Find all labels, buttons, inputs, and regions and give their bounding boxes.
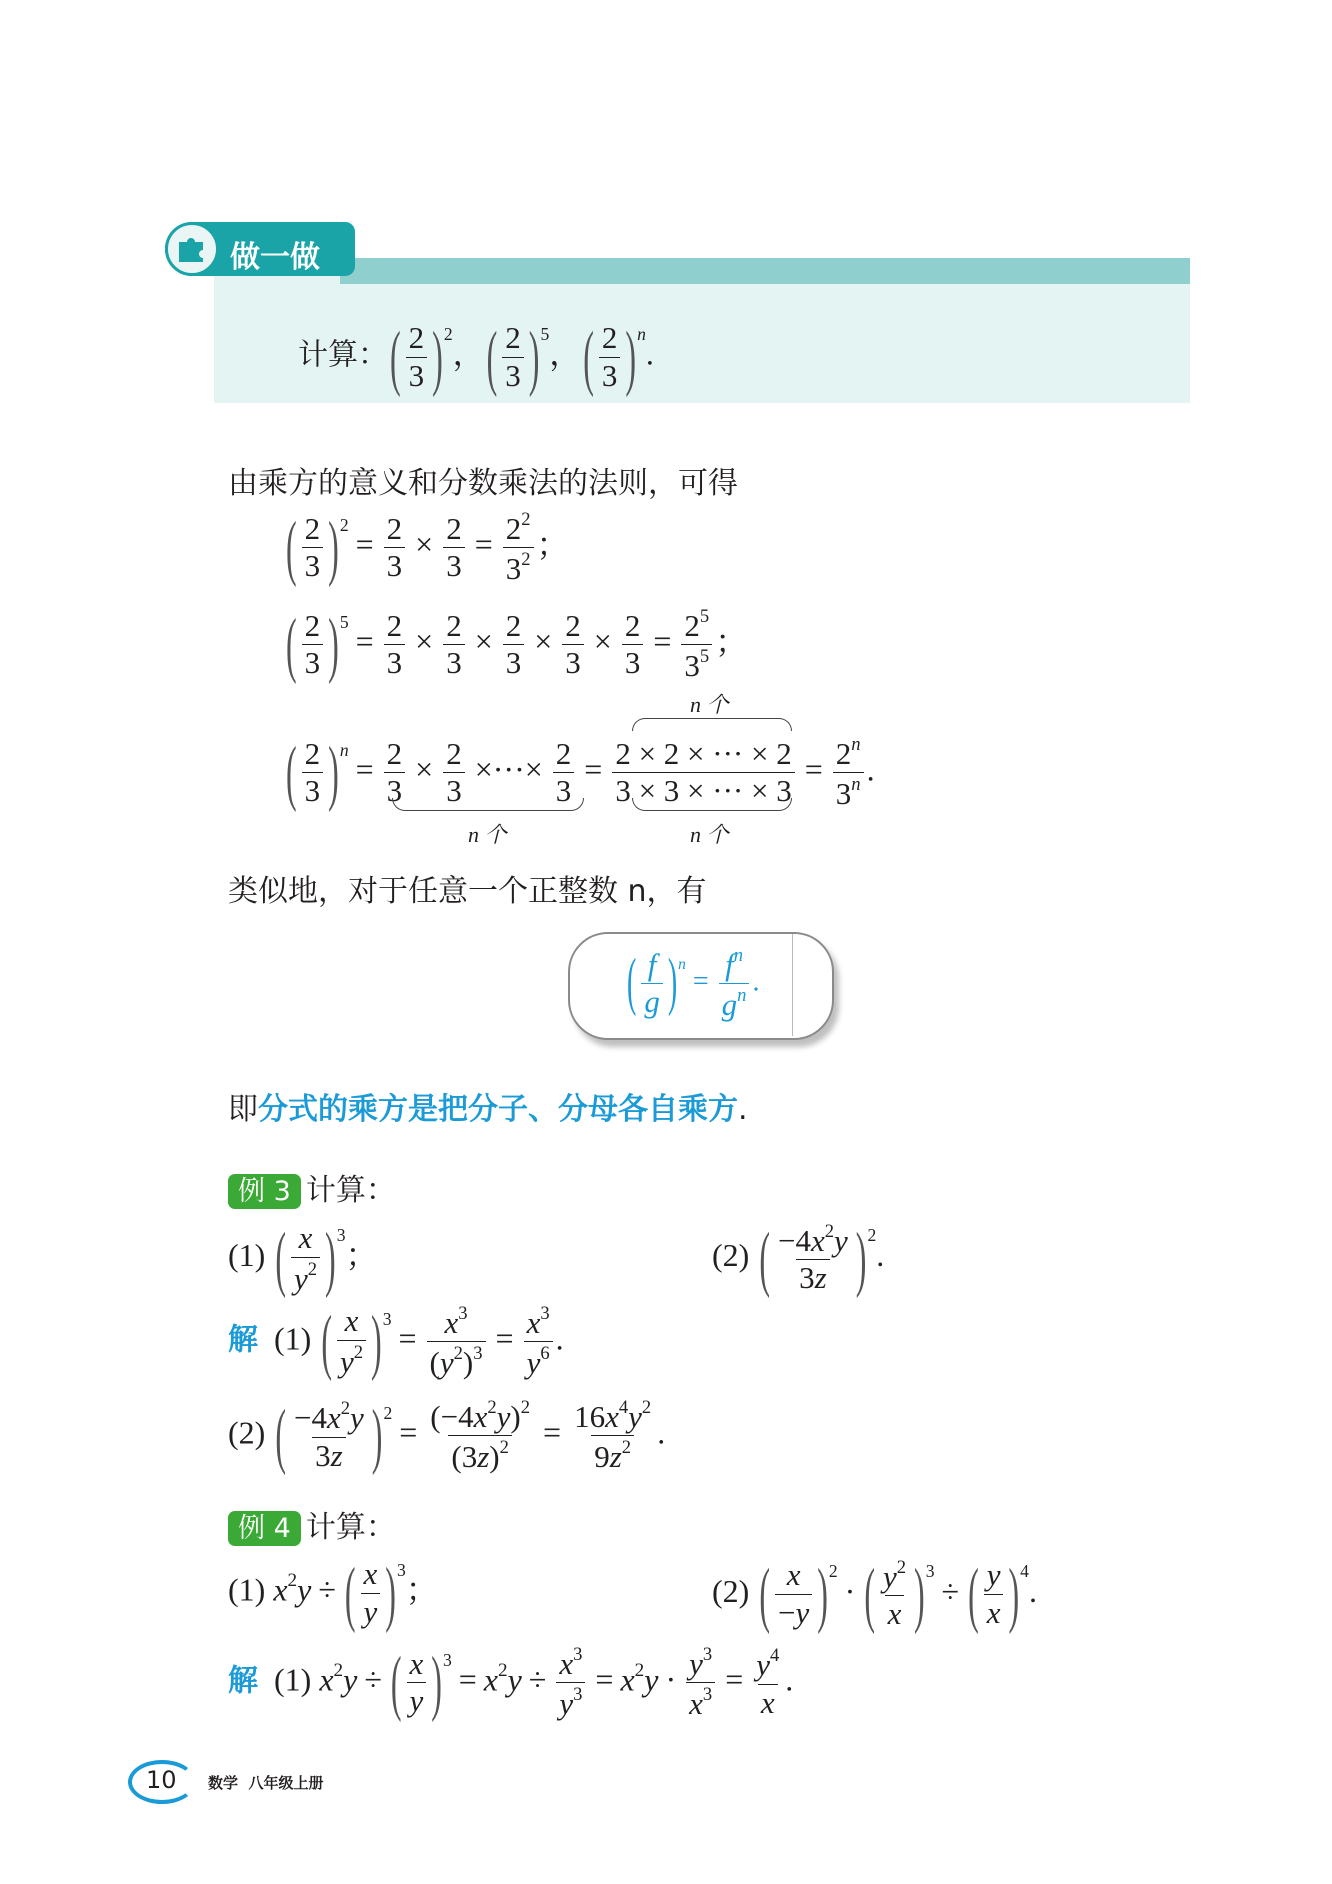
brace-factors [392, 798, 584, 811]
rule-text [228, 1084, 748, 1128]
activity-prompt-label: 计算： [298, 337, 388, 373]
solution-label: 解 [228, 1322, 258, 1358]
brace-numerator [632, 718, 792, 731]
example4-problem-1: (1) $x^2y$ ÷ ( $\frac{x}{y}$ )$^3$； [228, 1550, 438, 1634]
rule-prefix: 即 [228, 1092, 258, 1127]
brace-numerator-label: n 个 [690, 692, 729, 717]
book-title: 数学 八年级上册 [208, 1774, 324, 1792]
example3-solution-1: 解 (1) ( $\frac{x}{y^2}$ )$^3$= $\frac{x^3}{(y^2)^3}$ = $\frac{x^3}{y^6}$ . [228, 1299, 564, 1383]
puzzle-icon [165, 222, 219, 276]
example3-heading [228, 1165, 396, 1209]
rule-box-divider [792, 934, 793, 1036]
example3-problem-2: (2) ( $\frac{-4x^2y}{3z}$ )$^2$. [712, 1215, 885, 1299]
example3-solution-2: (2) ( $\frac{-4x^2y}{3z}$ )$^2$= $\frac{(-4x^2y)^2}{(3z)^2}$ = $\frac{16x^4y^2}{9z^2}$ . [228, 1393, 666, 1477]
intro-text: 由乘方的意义和分数乘法的法则，可得 [228, 466, 738, 501]
activity-prompt: 计算：( $\frac{2}{3}$ )$^2$，( $\frac{2}{3}$ )$^5$，( $\frac{2}{3}$ )$^n$. [298, 314, 654, 398]
example4-problem-2: (2) ( $\frac{x}{-y}$ )$^2$· ( $\frac{y^2}{x}$ )$^3$÷ ( $\frac{y}{x}$ )$^4$. [712, 1551, 1037, 1635]
rule-suffix: . [738, 1092, 748, 1127]
equation-nth: ( $\frac{2}{3}$ )$^n$= $\frac{2}{3}$ × $\frac{2}{3}$ ×···× $\frac{2}{3}$ = $\frac{2 \times 2 \times \cdot\cdot\cdot \times 2}{3 \times 3 \times \cdot\cdot\cdot \times 3}$ = $\frac{2^n}{3^n}$ . [286, 730, 875, 814]
rule-formula: ( $\frac{f}{g}$ )$^n$= $\frac{f^n}{g^n}$ . [627, 945, 760, 1023]
activity-band [340, 258, 1190, 284]
solution-label-2: 解 [228, 1663, 258, 1699]
example3-problem-1: (1) ( $\frac{x}{y^2}$ )$^3$； [228, 1215, 378, 1299]
example4-label: 计算： [305, 1510, 396, 1545]
example4-solution-1: 解 (1) $x^2y$ ÷ ( $\frac{x}{y}$ )$^3= x^2y$ ÷ $\frac{x^3}{y^3}$ = $x^2y$ · $\frac{y^3}{x^3}$ = $\frac{y^4}{x}$ . [228, 1640, 794, 1724]
activity-title: 做一做 [230, 240, 320, 275]
equation-fifth: ( $\frac{2}{3}$ )$^5$= $\frac{2}{3}$ × $\frac{2}{3}$ × $\frac{2}{3}$ × $\frac{2}{3}$ × $\frac{2}{3}$ = $\frac{2^5}{3^5}$ ； [286, 602, 748, 686]
brace-denominator [632, 798, 792, 811]
brace-factors-label: n 个 [468, 822, 507, 847]
example3-label: 计算： [305, 1173, 396, 1208]
rule-highlight: 分式的乘方是把分子、分母各自乘方 [258, 1092, 738, 1127]
general-text: 类似地，对于任意一个正整数 n，有 [228, 874, 707, 909]
page-number: 10 [146, 1766, 177, 1794]
example3-badge: 例 3 [228, 1174, 301, 1209]
example4-heading [228, 1502, 396, 1546]
example4-badge: 例 4 [228, 1511, 301, 1546]
equation-square: ( $\frac{2}{3}$ )$^2$= $\frac{2}{3}$ × $\frac{2}{3}$ = $\frac{2^2}{3^2}$ ； [286, 505, 569, 589]
brace-denominator-label: n 个 [690, 822, 729, 847]
